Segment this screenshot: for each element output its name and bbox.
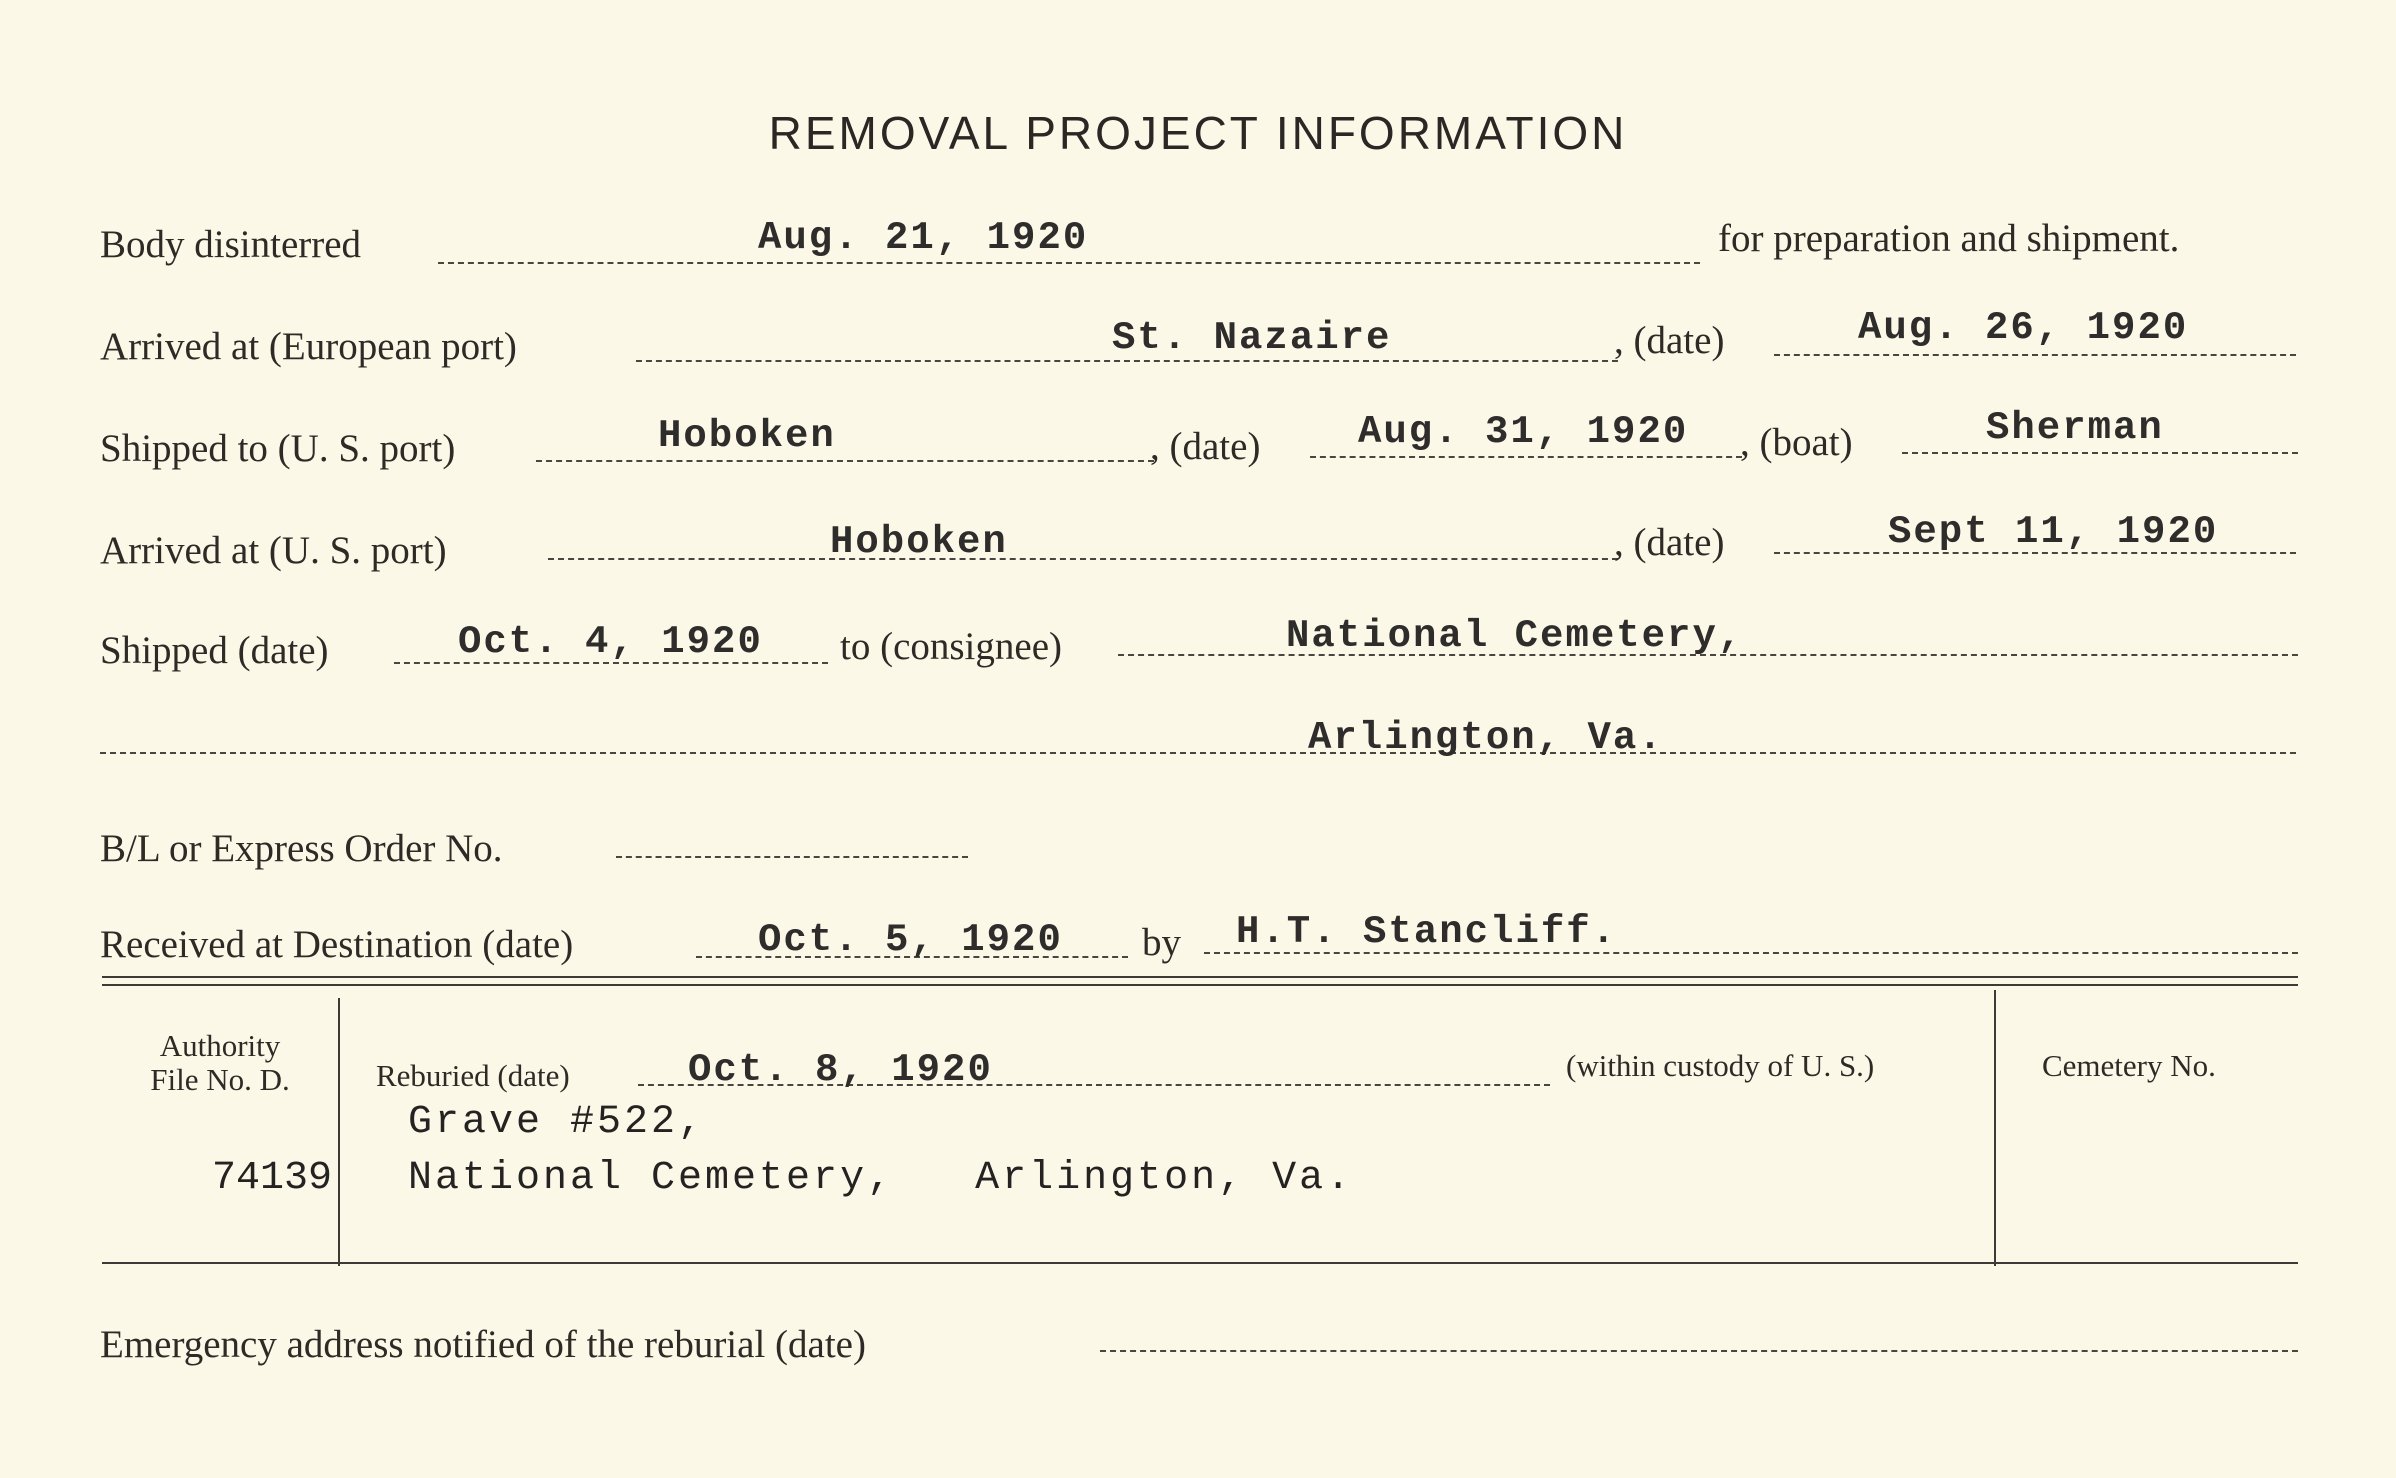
received-destination-label: Received at Destination (date) [100,923,574,966]
european-port-label: Arrived at (European port) [100,325,517,368]
grave-line2: National Cemetery, Arlington, Va. [408,1156,1354,1201]
emergency-address-label: Emergency address notified of the reburial (date) [100,1323,866,1366]
boat-label: , (boat) [1740,421,1853,464]
european-port-date-label: , (date) [1614,319,1725,362]
shipped-date-value: Aug. 31, 1920 [1358,410,1689,454]
file-no-label: File No. D. [150,1062,290,1097]
received-by-value: H.T. Stancliff. [1236,910,1618,954]
received-destination-date: Oct. 5, 1920 [758,918,1063,962]
emergency-address-line [1100,1350,2298,1352]
preparation-shipment-label: for preparation and shipment. [1718,217,2180,260]
european-port-line [636,360,1618,362]
received-by-label: by [1142,921,1181,964]
arrived-us-date: Sept 11, 1920 [1888,510,2219,554]
body-disinterred-line [438,262,1700,264]
box-top-rule-2 [102,984,2298,986]
box-top-rule-1 [102,976,2298,978]
custody-label: (within custody of U. S.) [1566,1048,1875,1083]
consignee-value-line1: National Cemetery, [1286,614,1744,658]
bl-express-order-line [616,856,968,858]
arrived-us-port-label: Arrived at (U. S. port) [100,529,447,572]
body-disinterred-label: Body disinterred [100,223,362,266]
shipped-date2-label: Shipped (date) [100,629,329,672]
box-divider-left [338,998,340,1266]
shipped-date-line [1310,456,1742,458]
card-title: REMOVAL PROJECT INFORMATION [768,107,1628,159]
consignee-label: to (consignee) [840,625,1063,668]
boat-value: Sherman [1986,406,2164,450]
body-disinterred-date: Aug. 21, 1920 [758,216,1089,260]
box-divider-right [1994,990,1996,1266]
file-no-value: 74139 [212,1156,333,1201]
box-bottom-rule [102,1262,2298,1264]
shipped-to-us-port-label: Shipped to (U. S. port) [100,427,456,470]
reburied-label: Reburied (date) [376,1058,570,1093]
shipped-to-us-port-value: Hoboken [658,414,836,458]
arrived-us-port-line [548,558,1618,560]
european-port-date: Aug. 26, 1920 [1858,306,2189,350]
shipped-date-label: , (date) [1150,425,1261,468]
reburied-date: Oct. 8, 1920 [688,1048,993,1092]
authority-label: Authority [159,1028,281,1063]
cemetery-no-label: Cemetery No. [2042,1048,2216,1083]
european-port-value: St. Nazaire [1112,316,1392,360]
shipped-to-us-port-line [536,460,1154,462]
grave-line1: Grave #522, [408,1100,706,1145]
arrived-us-port-value: Hoboken [830,520,1008,564]
european-port-date-line [1774,354,2296,356]
shipped-date2-value: Oct. 4, 1920 [458,620,763,664]
boat-line [1902,452,2298,454]
consignee-value-line2: Arlington, Va. [1308,716,1664,760]
consignee-line-2 [100,752,2296,754]
bl-express-order-label: B/L or Express Order No. [100,827,503,870]
arrived-us-date-label: , (date) [1614,521,1725,564]
